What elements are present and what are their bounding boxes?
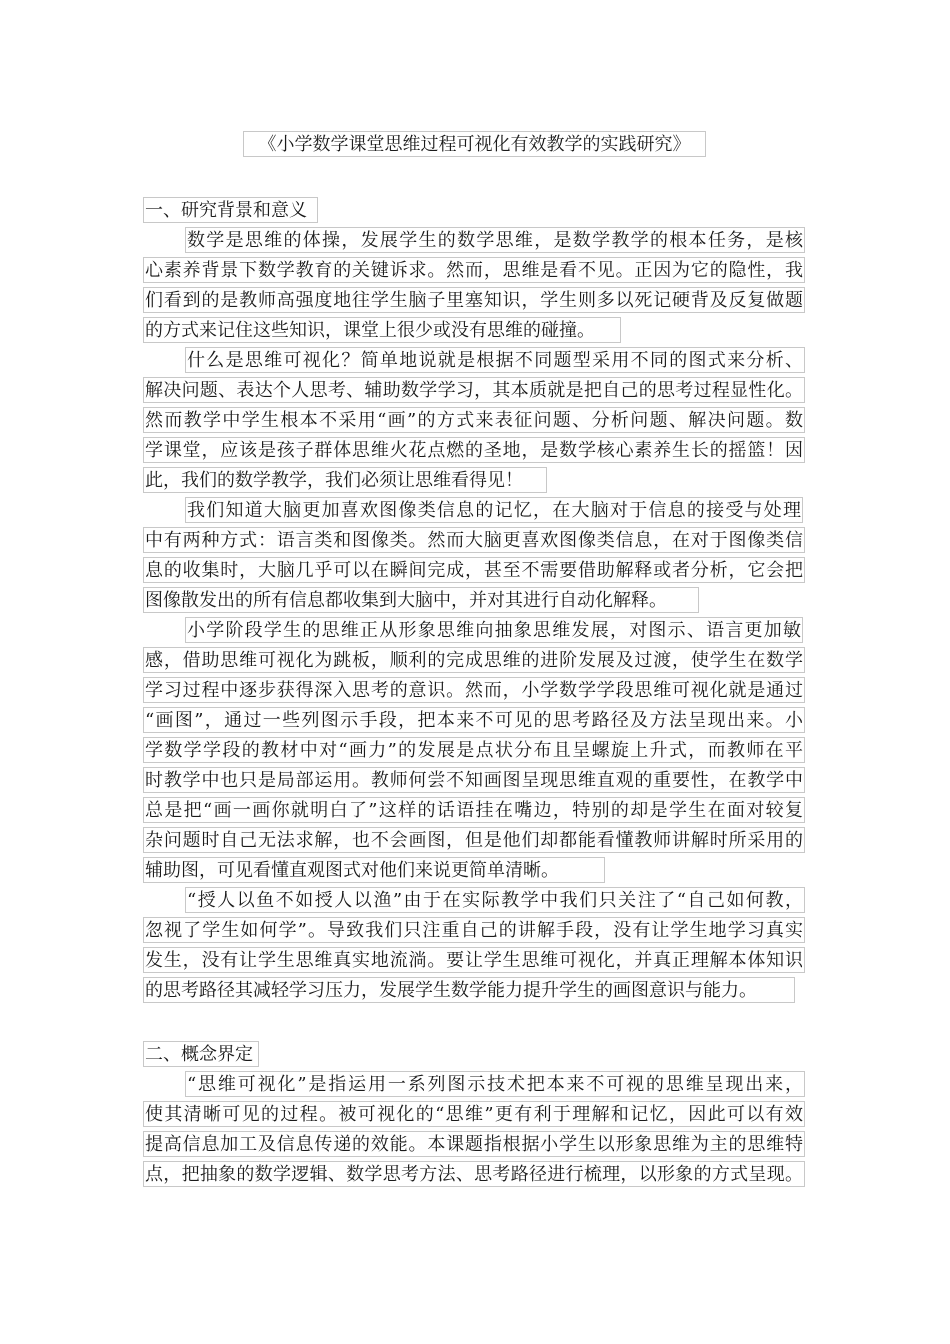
paragraph-line: 解决问题、表达个人思考、辅助数学学习，其本质就是把自己的思考过程显性化。	[143, 377, 805, 403]
paragraph-line: 息的收集时，大脑几乎可以在瞬间完成，甚至不需要借助解释或者分析，它会把	[143, 557, 805, 583]
paragraph-line: 忽视了学生如何学”。导致我们只注重自己的讲解手段，没有让学生地学习真实	[143, 917, 805, 943]
paragraph-line: 然而教学中学生根本不采用“画”的方式来表征问题、分析问题、解决问题。数	[143, 407, 805, 433]
paragraph-line: 中有两种方式：语言类和图像类。然而大脑更喜欢图像类信息，在对于图像类信	[143, 527, 805, 553]
document-title: 《小学数学课堂思维过程可视化有效教学的实践研究》	[243, 131, 706, 157]
paragraph-line: 发生，没有让学生思维真实地流淌。要让学生思维可视化，并真正理解本体知识	[143, 947, 805, 973]
paragraph-line: 学课堂，应该是孩子群体思维火花点燃的圣地，是数学核心素养生长的摇篮！因	[143, 437, 805, 463]
paragraph-line: 小学阶段学生的思维正从形象思维向抽象思维发展，对图示、语言更加敏	[185, 617, 803, 643]
paragraph-line: 图像散发出的所有信息都收集到大脑中，并对其进行自动化解释。	[143, 587, 699, 613]
paragraph-line: 杂问题时自己无法求解，也不会画图，但是他们却都能看懂教师讲解时所采用的	[143, 827, 805, 853]
paragraph-line: 学习过程中逐步获得深入思考的意识。然而，小学数学学段思维可视化就是通过	[143, 677, 805, 703]
paragraph-line: “画图”，通过一些列图示手段，把本来不可见的思考路径及方法呈现出来。小	[143, 707, 805, 733]
paragraph-line: 时教学中也只是局部运用。教师何尝不知画图呈现思维直观的重要性，在教学中	[143, 767, 805, 793]
paragraph-line: 的方式来记住这些知识，课堂上很少或没有思维的碰撞。	[143, 317, 621, 343]
paragraph-line: 心素养背景下数学教育的关键诉求。然而，思维是看不见。正因为它的隐性，我	[143, 257, 805, 283]
paragraph-line: 数学是思维的体操，发展学生的数学思维，是数学教学的根本任务，是核	[185, 227, 805, 253]
paragraph-line: 什么是思维可视化？简单地说就是根据不同题型采用不同的图式来分析、	[185, 347, 805, 373]
paragraph-line: 此，我们的数学教学，我们必须让思维看得见！	[143, 467, 547, 493]
section-heading: 一、研究背景和意义	[143, 197, 318, 223]
paragraph-line: “授人以鱼不如授人以渔”由于在实际教学中我们只关注了“自己如何教，	[185, 887, 805, 913]
paragraph-line: 辅助图，可见看懂直观图式对他们来说更简单清晰。	[143, 857, 605, 883]
paragraph-line: “思维可视化”是指运用一系列图示技术把本来不可视的思维呈现出来，	[185, 1071, 805, 1097]
paragraph-line: 点，把抽象的数学逻辑、数学思考方法、思考路径进行梳理，以形象的方式呈现。	[143, 1161, 805, 1187]
paragraph-line: 使其清晰可见的过程。被可视化的“思维”更有利于理解和记忆，因此可以有效	[143, 1101, 805, 1127]
paragraph-line: 们看到的是教师高强度地往学生脑子里塞知识，学生则多以死记硬背及反复做题	[143, 287, 805, 313]
paragraph-line: 我们知道大脑更加喜欢图像类信息的记忆，在大脑对于信息的接受与处理	[185, 497, 803, 523]
paragraph-line: 的思考路径其减轻学习压力，发展学生数学能力提升学生的画图意识与能力。	[143, 977, 795, 1003]
paragraph-line: 提高信息加工及信息传递的效能。本课题指根据小学生以形象思维为主的思维特	[143, 1131, 805, 1157]
paragraph-line: 感，借助思维可视化为跳板，顺利的完成思维的进阶发展及过渡，使学生在数学	[143, 647, 805, 673]
paragraph-line: 总是把“画一画你就明白了”这样的话语挂在嘴边，特别的却是学生在面对较复	[143, 797, 805, 823]
section-heading: 二、概念界定	[143, 1041, 259, 1067]
paragraph-line: 学数学学段的教材中对“画力”的发展是点状分布且呈螺旋上升式，而教师在平	[143, 737, 805, 763]
